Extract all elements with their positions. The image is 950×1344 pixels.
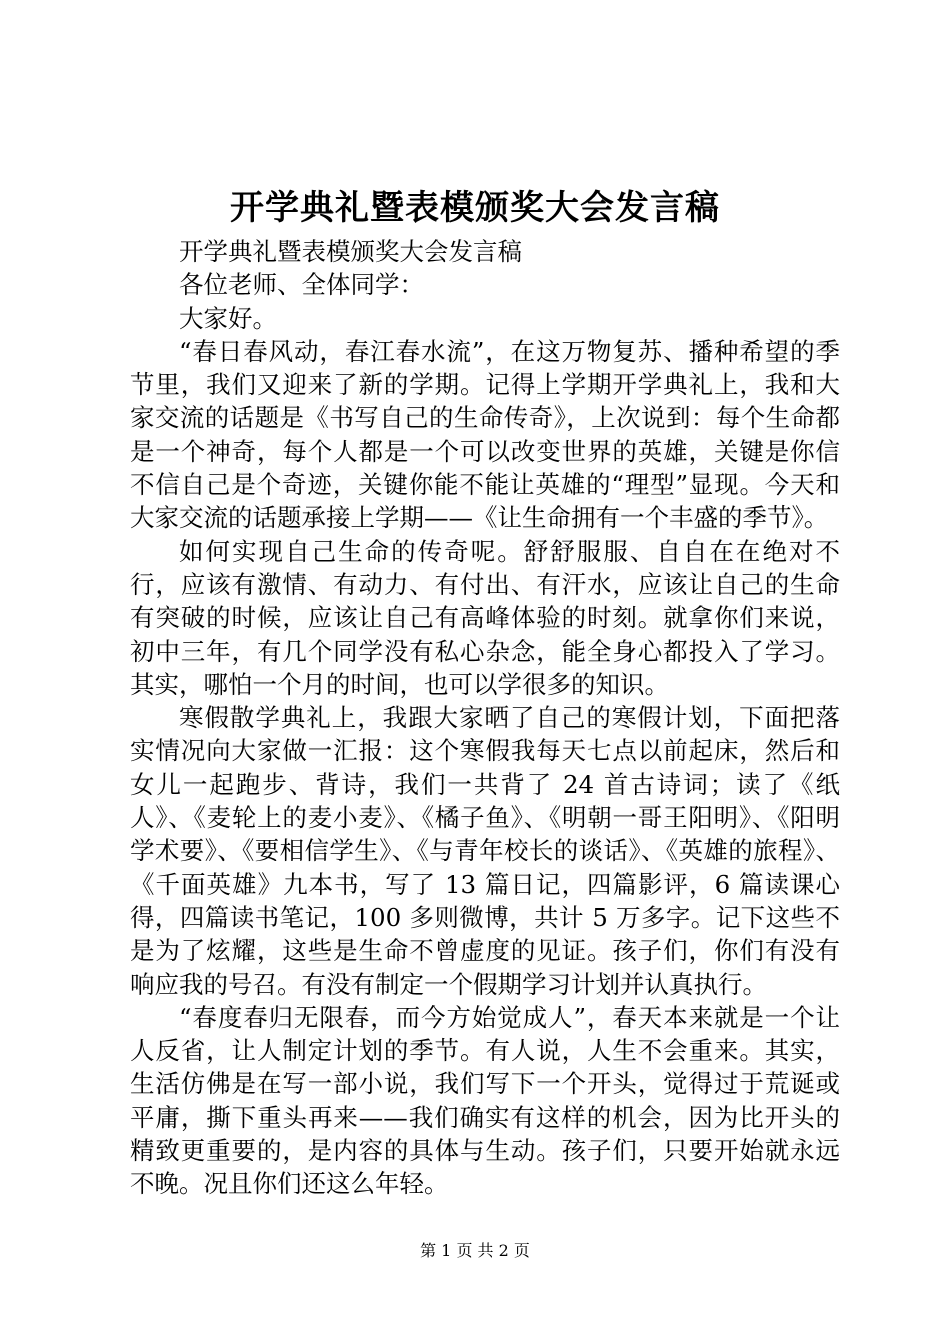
greeting: 大家好。 xyxy=(179,303,277,333)
document-title: 开学典礼暨表模颁奖大会发言稿 xyxy=(230,188,720,228)
subtitle-line: 开学典礼暨表模颁奖大会发言稿 xyxy=(179,237,522,266)
body-paragraph: “春度春归无限春，而今方始觉成人”，春天本来就是一个让人反省，让人制定计划的季节。有人说，人生不会重来。其实，生活仿佛是在写一部小说，我们写下一个开头，觉得过于荒诞或平庸，撕下重头再来——我们确实有这样的机会，因为比开头的精致更重要的，是内容的具体与生动。孩子们，只要开始就永远不晚。况且你们还这么年轻。 xyxy=(130,1002,840,1199)
body-paragraph: 如何实现自己生命的传奇呢。舒舒服服、自自在在绝对不行，应该有激情、有动力、有付出、有汗水，应该让自己的生命有突破的时候，应该让自己有高峰体验的时刻。就拿你们来说，初中三年，有几个同学没有私心杂念，能全身心都投入了学习。其实，哪怕一个月的时间，也可以学很多的知识。 xyxy=(130,536,840,699)
salutation: 各位老师、全体同学： xyxy=(179,270,424,300)
body-paragraph: 寒假散学典礼上，我跟大家晒了自己的寒假计划，下面把落实情况向大家做一汇报：这个寒假我每天七点以前起床，然后和女儿一起跑步、背诗，我们一共背了 24 首古诗词；读了《纸人》、《麦轮上的麦小麦》、《橘子鱼》、《明朝一哥王阳明》、《阳明学术要》、《要相信学生》、《与青年校长的谈话》、《英雄的旅程》、《千面英雄》九本书，写了 13 篇日记，四篇影评，6 篇读课心得，四篇读书笔记，100 多则微博，共计 5 万多字。记下这些不是为了炫耀，这些是生命不曾虚度的见证。孩子们，你们有没有响应我的号召。有没有制定一个假期学习计划并认真执行。 xyxy=(130,703,840,999)
body-paragraph: “春日春风动，春江春水流”，在这万物复苏、播种希望的季节里，我们又迎来了新的学期。记得上学期开学典礼上，我和大家交流的话题是《书写自己的生命传奇》，上次说到：每个生命都是一个神奇，每个人都是一个可以改变世界的英雄，关键是你信不信自己是个奇迹，关键你能不能让英雄的“理型”显现。今天和大家交流的话题承接上学期——《让生命拥有一个丰盛的季节》。 xyxy=(130,336,840,533)
page-footer: 第 1 页 共 2 页 xyxy=(420,1241,530,1260)
document-body xyxy=(130,235,840,1201)
